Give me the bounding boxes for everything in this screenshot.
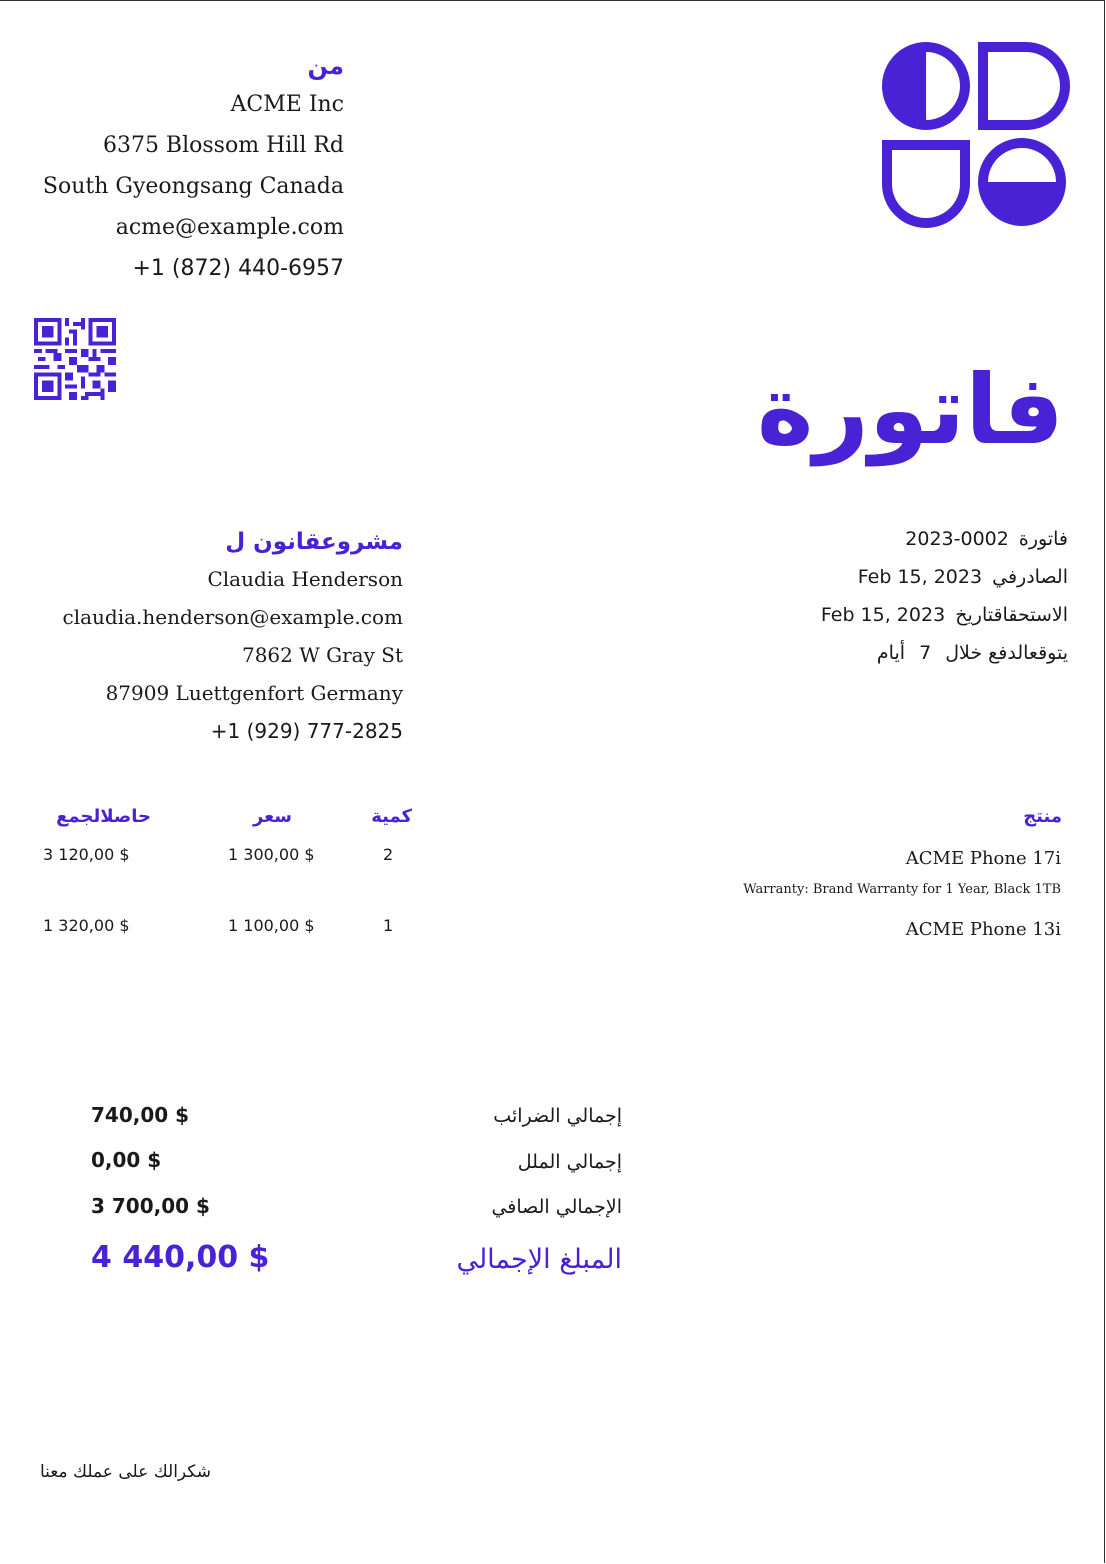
thanks-note: شكرالك على عملك معنا — [40, 1462, 211, 1482]
bill-to-phone: +1 (929) 777-2825 — [210, 719, 403, 743]
due-date: Feb 15, 2023 — [820, 604, 946, 626]
row1-subtotal: 3 120,00 $ — [43, 845, 130, 864]
row1-product: ACME Phone 17i — [905, 848, 1061, 869]
sender-phone: +1 (872) 440-6957 — [132, 256, 344, 281]
bill-to-block — [0, 524, 403, 750]
invoice-meta — [708, 520, 1068, 672]
grand-total-label: المبلغ الإجمالي — [456, 1244, 622, 1275]
invoice-number-row — [708, 520, 1068, 558]
row2-quantity: 1 — [383, 916, 394, 935]
header-subtotal: حاصلالجمع — [56, 806, 151, 827]
sender-region: South Gyeongsang Canada — [42, 174, 344, 199]
sender-block — [0, 48, 344, 289]
row1-note: Warranty: Brand Warranty for 1 Year, Black 1TB — [743, 882, 1061, 897]
sender-email: acme@example.com — [115, 215, 344, 240]
bill-to-heading: مشروعقانون ل — [225, 529, 403, 555]
row2-subtotal: 1 320,00 $ — [43, 916, 130, 935]
tax-total-label: إجمالي الضرائب — [493, 1105, 622, 1127]
terms-row — [708, 634, 1068, 672]
issued-date: Feb 15, 2023 — [857, 566, 983, 588]
terms-suffix: أيام — [876, 642, 906, 664]
sender-street: 6375 Blossom Hill Rd — [102, 133, 344, 158]
discount-total-value: 0,00 $ — [91, 1148, 162, 1172]
due-label: الاستحقاقتاريخ — [955, 604, 1068, 626]
tax-total-value: 740,00 $ — [91, 1103, 190, 1127]
terms-prefix: يتوقعالدفع خلال — [945, 642, 1068, 664]
row1-price: 1 300,00 $ — [228, 845, 315, 864]
row2-price: 1 100,00 $ — [228, 916, 315, 935]
sender-heading: من — [307, 52, 344, 80]
sender-name: ACME Inc — [230, 92, 344, 117]
net-total-label: الإجمالي الصافي — [491, 1196, 622, 1218]
row1-quantity: 2 — [383, 845, 394, 864]
due-row — [708, 596, 1068, 634]
net-total-value: 3 700,00 $ — [91, 1194, 210, 1218]
company-logo — [880, 40, 1072, 230]
document-title: فاتورة — [756, 354, 1064, 466]
row2-product: ACME Phone 13i — [905, 919, 1061, 940]
header-quantity: كمية — [371, 806, 412, 827]
bill-to-name: Claudia Henderson — [207, 567, 403, 591]
discount-total-label: إجمالي الملل — [517, 1151, 622, 1173]
grand-total-value: 4 440,00 $ — [91, 1240, 270, 1275]
bill-to-email: claudia.henderson@example.com — [62, 605, 403, 629]
header-price: سعر — [252, 806, 292, 827]
header-product: منتج — [1023, 806, 1062, 827]
bill-to-city: 87909 Luettgenfort Germany — [105, 681, 403, 705]
invoice-number: 2023-0002 — [905, 528, 1009, 550]
issued-label: الصادرفي — [992, 566, 1068, 588]
qr-code — [34, 318, 116, 400]
invoice-number-label: فاتورة — [1018, 528, 1068, 550]
issued-row — [708, 558, 1068, 596]
terms-days: 7 — [919, 642, 932, 664]
bill-to-street: 7862 W Gray St — [241, 643, 403, 667]
